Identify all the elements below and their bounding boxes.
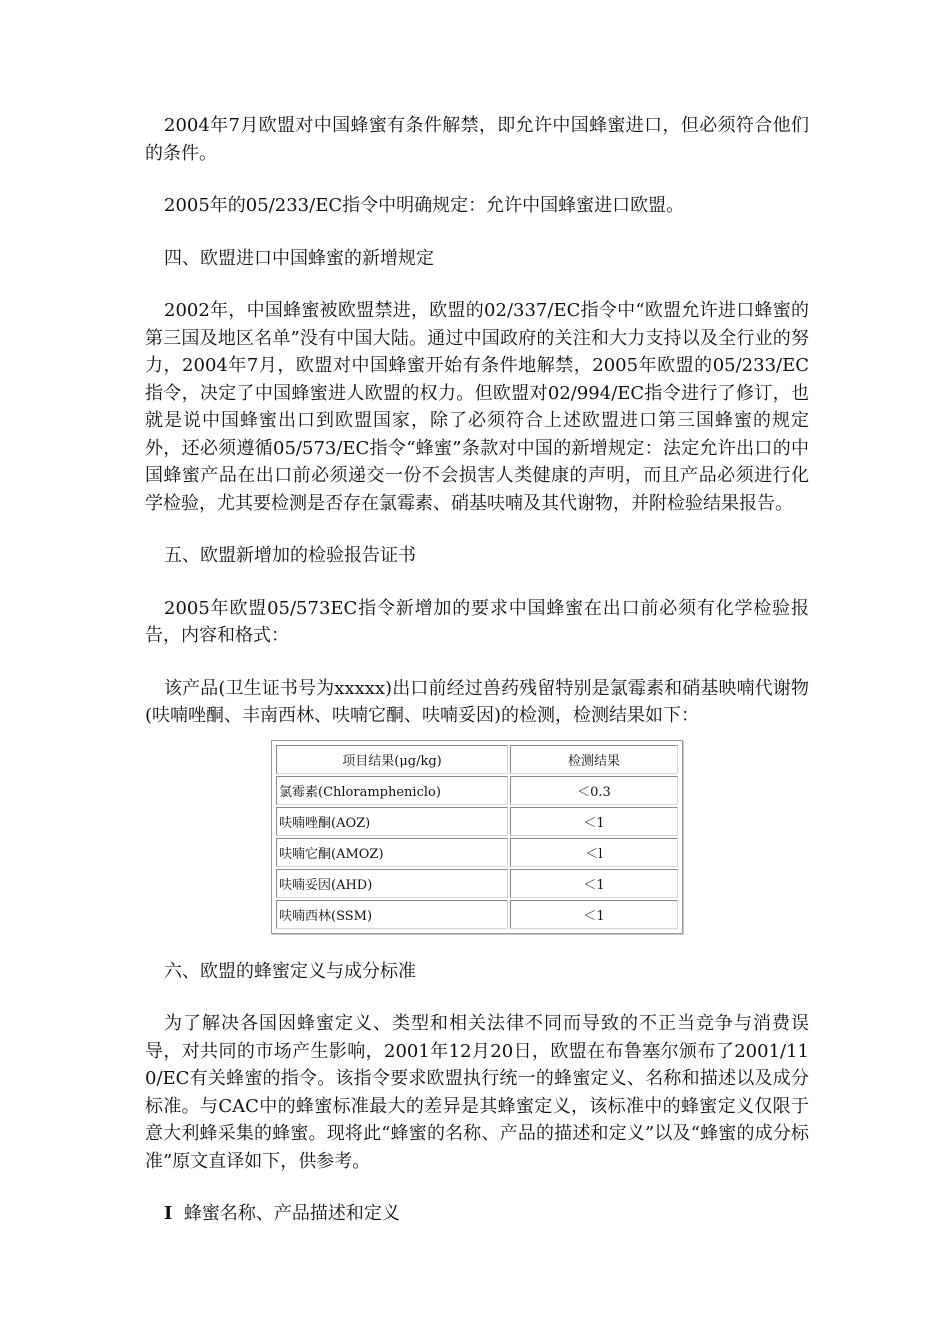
table-row [276,838,678,867]
table-cell-item: 呋喃它酮(AMOZ) [276,838,508,867]
table-cell-item: 呋喃唑酮(AOZ) [276,807,508,836]
section-heading-5: 五、欧盟新增加的检验报告证书 [164,545,416,566]
table-cell-item: 氯霉素(Chloramphenicl​o) [276,776,508,805]
table-cell-item: 呋喃西林(SSM) [276,900,508,929]
table-header-result: 检测结果 [510,745,678,774]
table-row [276,900,678,929]
table-row [276,807,678,836]
paragraph-2004-lifting: 2004年7月欧盟对中国蜂蜜有条件解禁，即允许中国蜂蜜进口，但必须符合他们的条件。 [145,115,809,164]
subsection-number: I [164,1203,173,1224]
paragraph-new-regulations: 2002年，中国蜂蜜被欧盟禁进，欧盟的02/337/EC指令中“欧盟允许进口蜂蜜的第三国及地区名单”没有中国大陆。通过中国政府的关注和大力支持以及全行业的努力，2004年7月，欧盟对中国蜂蜜开始有条件地解禁，2005年欧盟的05/233/EC指令，决定了中国蜂蜜进人欧盟的权力。但欧盟对02/994/EC指令进行了修订，也就是说中国蜂蜜出口到欧盟国家，除了必须符合上述欧盟进口第三国蜂蜜的规定外，还必须遵循05/573/EC指令“蜂蜜”条款对中国的新增规定：法定允许出口的中国蜂蜜产品在出口前必须递交一份不会损害人类健康的声明，而且产品必须进行化学检验，尤其要检测是否存在氯霉素、硝基呋喃及其代谢物，并附检验结果报告。 [145,300,809,514]
section-heading-4: 四、欧盟进口中国蜂蜜的新增规定 [164,247,434,269]
table-row [276,776,678,805]
table-row [276,869,678,898]
document-page [145,112,809,1253]
table-cell-result: ＜1 [510,869,678,898]
table-cell-result: ＜l [510,838,678,867]
section-heading-6: 六、欧盟的蜂蜜定义与成分标准 [164,960,416,982]
test-result-table [274,743,680,931]
paragraph-test-statement: 该产品(卫生证书号为xxxxx)出口前经过兽药残留特别是氯霉素和硝基映喃代谢物(呋喃唑酮、丰南西林、呋喃它酮、呋喃妥因)的检测，检测结果如下： [145,677,809,726]
table-cell-item: 呋喃妥因(AHD) [276,869,508,898]
table-header-item: 项目结果(μg/kg) [276,745,508,774]
paragraph-eu-honey-directive: 为了解决各国因蜂蜜定义、类型和相关法律不同而导致的不正当竞争与消费误导，对共同的市场产生影响，2001年12月20日，欧盟在布鲁塞尔颁布了2001/110/EC有关蜂蜜的指令。该指令要求欧盟执行统一的蜂蜜定义、名称和描述以及成分标准。与CAC中的蜂蜜标准最大的差异是其蜂蜜定义，该标准中的蜂蜜定义仅限于意大利蜂采集的蜂蜜。现将此“蜂蜜的名称、产品的描述和定义”以及“蜂蜜的成分标准”原文直译如下，供参考。 [145,1013,809,1172]
table-cell-result: ＜1 [510,900,678,929]
subsection-title: 蜂蜜名称、产品描述和定义 [183,1203,400,1224]
subsection-heading-1 [145,1200,809,1228]
paragraph-2005-directive: 2005年的05/233/EC指令中明确规定：允许中国蜂蜜进口欧盟。 [164,195,685,216]
table-cell-result: ＜0.3 [510,776,678,805]
paragraph-report-requirement: 2005年欧盟05/573EC指令新增加的要求中国蜂蜜在出口前必须有化学检验报告，内容和格式： [145,597,809,646]
table-header-row [276,745,678,774]
table-cell-result: ＜1 [510,807,678,836]
test-result-table-frame [271,740,683,934]
